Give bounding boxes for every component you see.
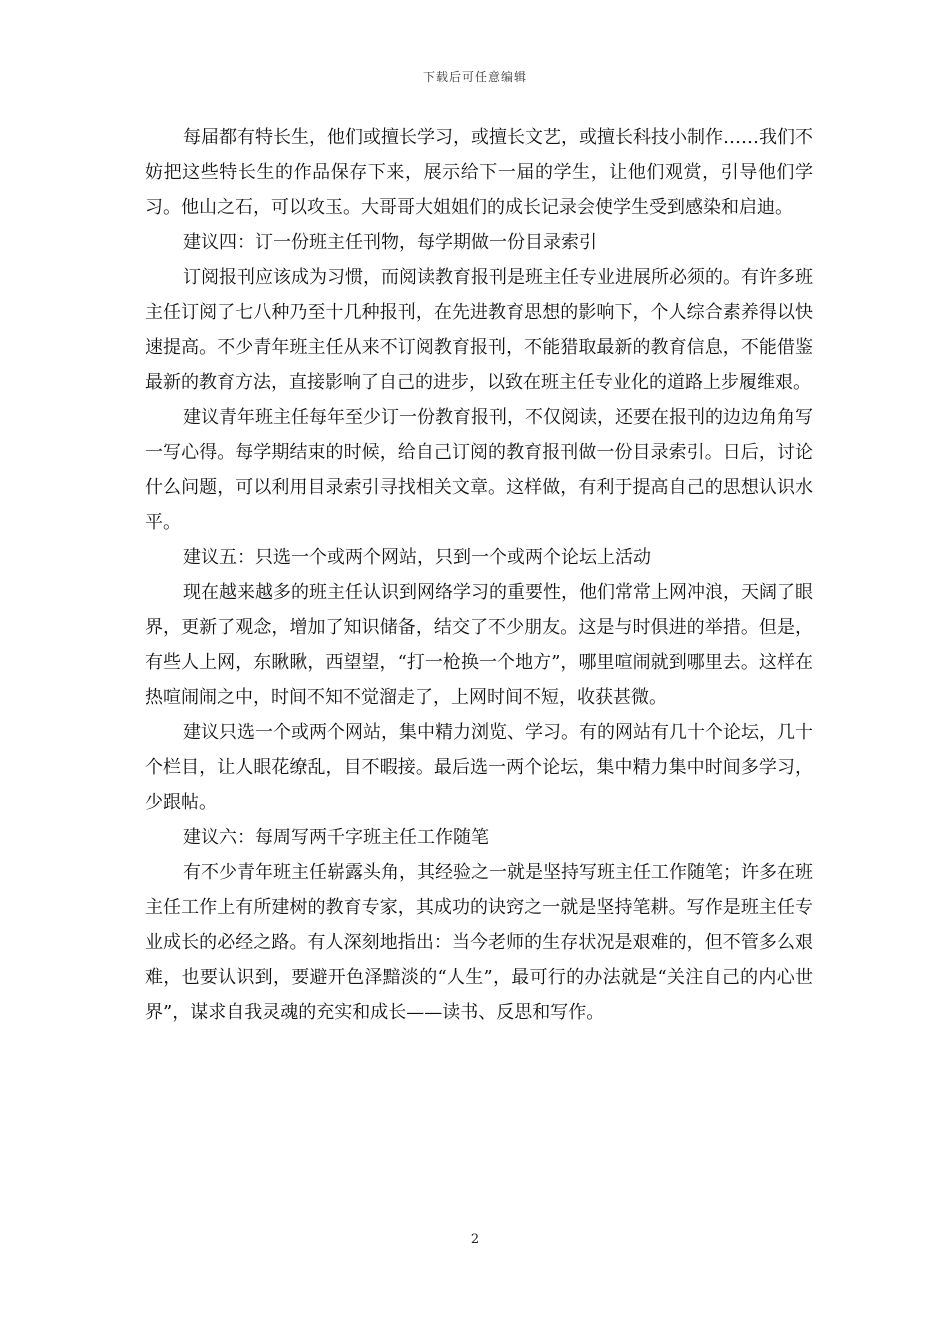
page-number: 2 — [470, 1232, 480, 1247]
paragraph-online-learning: 现在越来越多的班主任认识到网络学习的重要性，他们常常上网冲浪，天阔了眼界，更新了观念，增加了知识储备，结交了不少朋友。这是与时俱进的举措。但是，有些人上网，东瞅瞅，西望望，“打一枪换一个地方”，哪里喧闹就到哪里去。这样在热喧闹闹之中，时间不知不觉溜走了，上网时间不短，收获甚微。 — [145, 582, 813, 708]
section-heading-suggestion-6: 建议六：每周写两千字班主任工作随笔 — [183, 827, 489, 848]
paragraph-periodical-index: 建议青年班主任每年至少订一份教育报刊，不仅阅读，还要在报刊的边边角角写一写心得。每学期结束的时候，给自己订阅的教育报刊做一份目录索引。日后，讨论什么问题，可以利用目录索引寻找相关文章。这样做，有利于提高自己的思想认识水平。 — [145, 407, 813, 533]
paragraph-writing-essays: 有不少青年班主任崭露头角，其经验之一就是坚持写班主任工作随笔；许多在班主任工作上有所建树的教育专家，其成功的诀窍之一就是坚持笔耕。写作是班主任专业成长的必经之路。有人深刻地指出：当今老师的生存状况是艰难的，但不管多么艰难，也要认识到，要避开色泽黯淡的“人生”，最可行的办法就是“关注自己的内心世界”，谋求自我灵魂的充实和成长——读书、反思和写作。 — [145, 862, 813, 1023]
paragraph-reading-periodicals: 订阅报刊应该成为习惯，而阅读教育报刊是班主任专业进展所必须的。有许多班主任订阅了七八种乃至十几种报刊，在先进教育思想的影响下，个人综合素养得以快速提高。不少青年班主任从来不订阅教育报刊，不能猎取最新的教育信息，不能借鉴最新的教育方法，直接影响了自己的进步，以致在班主任专业化的道路上步履维艰。 — [145, 267, 813, 393]
page-header: 下载后可任意编辑 — [422, 70, 527, 84]
section-heading-suggestion-5: 建议五：只选一个或两个网站，只到一个或两个论坛上活动 — [183, 547, 651, 568]
paragraph-special-students: 每届都有特长生，他们或擅长学习，或擅长文艺，或擅长科技小制作……我们不妨把这些特长生的作品保存下来，展示给下一届的学生，让他们观赏，引导他们学习。他山之石，可以攻玉。大哥哥大姐姐们的成长记录会使学生受到感染和启迪。 — [145, 127, 813, 218]
paragraph-choose-websites: 建议只选一个或两个网站，集中精力浏览、学习。有的网站有几十个论坛，几十个栏目，让人眼花缭乱，目不暇接。最后选一两个论坛，集中精力集中时间多学习，少跟帖。 — [145, 722, 813, 813]
section-heading-suggestion-4: 建议四：订一份班主任刊物，每学期做一份目录索引 — [183, 232, 597, 253]
document-body — [145, 120, 813, 1030]
